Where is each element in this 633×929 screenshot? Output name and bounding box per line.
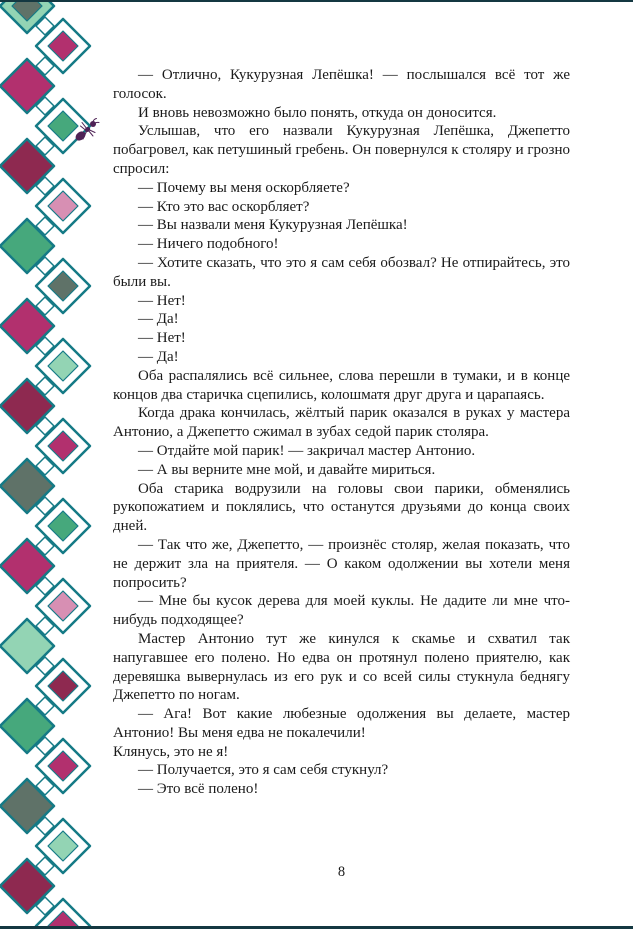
paragraph: — Да!: [138, 311, 179, 328]
paragraph: — Почему вы меня оскорбляете?: [138, 179, 350, 196]
paragraph: — Вы назвали меня Кукурузная Лепёшка!: [138, 217, 408, 234]
paragraph: — Отдайте мой парик! — закричал мастер Антонио.: [138, 442, 476, 459]
paragraph: Мастер Антонио тут же кинулся к скамье и схватил так напугавшее его полено. Но едва он протянул полено приятелю, как деревяшка вывернулась из его рук и со всей силы стукнула беднягу Джепетто по ногам.: [113, 630, 570, 704]
page-number: 8: [337, 864, 346, 880]
paragraph: Услышав, что его назвали Кукурузная Лепёшка, Джепетто побагровел, как петушиный гребень. Он повернулся к столяру и грозно спросил:: [113, 123, 570, 177]
paragraph: — Нет!: [138, 330, 186, 347]
paragraph: — Отлично, Кукурузная Лепёшка! — послышался всё тот же голосок.: [113, 67, 570, 102]
paragraph: — Нет!: [138, 292, 186, 309]
paragraph: Оба старика водрузили на головы свои парики, обменялись рукопожатием и поклялись, что останутся друзьями до конца своих дней.: [113, 480, 570, 535]
paragraph: — Получается, это я сам себя стукнул?: [138, 762, 389, 779]
paragraph: — Это всё полено!: [138, 781, 259, 798]
ant-illustration: [72, 116, 102, 146]
paragraph: — Ничего подобного!: [138, 236, 279, 253]
paragraph: — А вы верните мне мой, и давайте мириться.: [138, 461, 436, 478]
paragraph: — Да!: [138, 348, 179, 365]
paragraph: — Хотите сказать, что это я сам себя обозвал? Не отпирайтесь, это были вы.: [113, 254, 570, 290]
paragraph: — Ага! Вот какие любезные одолжения вы делаете, мастер Антонио! Вы меня едва не покалечили!: [113, 706, 570, 741]
paragraph: Клянусь, это не я!: [113, 743, 229, 760]
paragraph: Когда драка кончилась, жёлтый парик оказался в руках у мастера Антонио, а Джепетто сжимал в зубах седой парик столяра.: [113, 405, 570, 441]
paragraph: Оба распалялись всё сильнее, слова перешли в тумаки, и в конце концов два старичка сцепились, колошматя друг друга и царапаясь.: [113, 367, 570, 403]
page-top-edge: [0, 0, 633, 2]
paragraph: — Так что же, Джепетто, — произнёс столяр, желая показать, что не держит зла на приятеля. — О каком одолжении вы хотели меня попросить?: [113, 536, 570, 591]
paragraph: — Кто это вас оскорбляет?: [138, 198, 310, 215]
paragraph: — Мне бы кусок дерева для моей куклы. Не дадите ли мне что-нибудь подходящее?: [113, 593, 570, 629]
paragraph: И вновь невозможно было понять, откуда он доносится.: [138, 104, 497, 121]
page-text: [113, 66, 570, 799]
